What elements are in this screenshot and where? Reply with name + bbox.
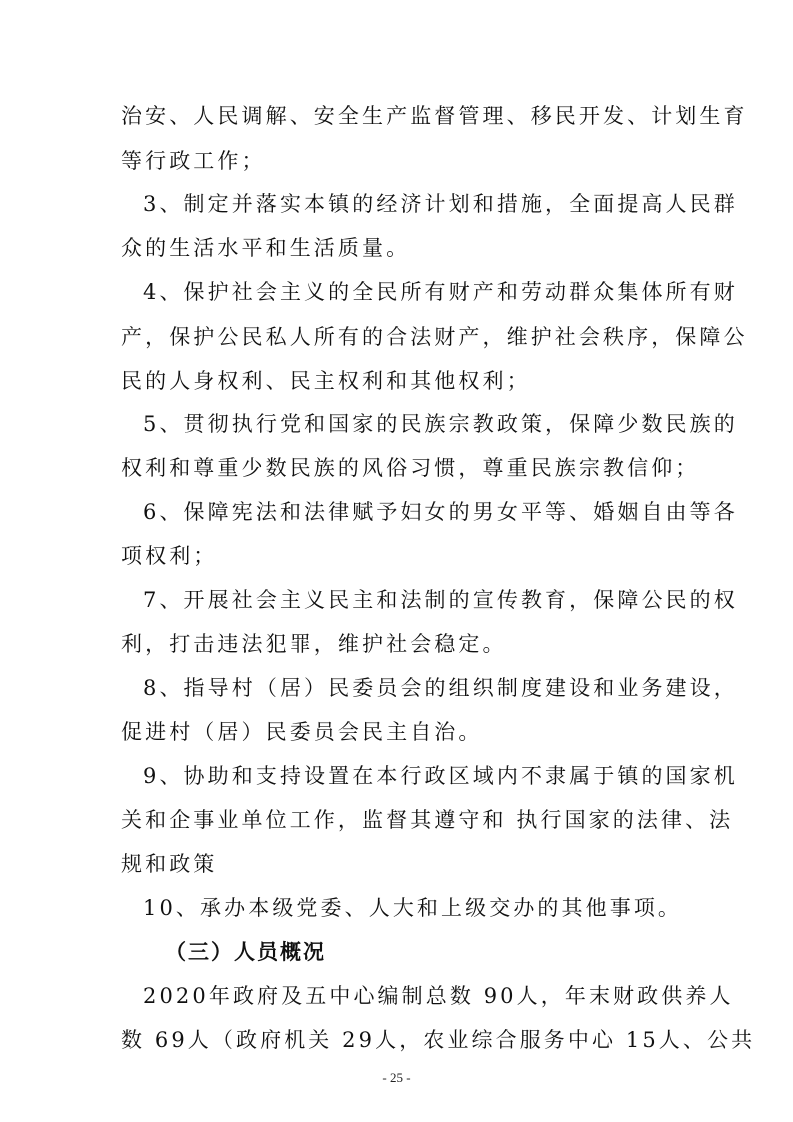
- body-line: 数 69人（政府机关 29人，农业综合服务中心 15人、公共: [121, 1028, 756, 1052]
- list-item-8: 8、指导村（居）民委员会的组织制度建设和业务建设，: [143, 676, 738, 700]
- list-item-3: 3、制定并落实本镇的经济计划和措施，全面提高人民群: [143, 192, 738, 216]
- list-item-7: 7、开展社会主义民主和法制的宣传教育，保障公民的权: [143, 588, 738, 612]
- section-heading: （三）人员概况: [165, 939, 326, 964]
- list-item-9: 9、协助和支持设置在本行政区域内不隶属于镇的国家机: [143, 764, 738, 788]
- body-line: 项权利；: [121, 544, 218, 568]
- page-number: - 25 -: [382, 1070, 411, 1085]
- body-line: 众的生活水平和生活质量。: [121, 236, 411, 260]
- body-line: 利，打击违法犯罪，维护社会稳定。: [121, 632, 507, 656]
- body-line: 促进村（居）民委员会民主自治。: [121, 720, 483, 744]
- body-line: 关和企事业单位工作，监督其遵守和 执行国家的法律、法: [121, 808, 734, 832]
- body-line: 等行政工作；: [121, 149, 266, 173]
- list-item-6: 6、保障宪法和法律赋予妇女的男女平等、婚姻自由等各: [143, 500, 738, 524]
- body-line: 2020年政府及五中心编制总数 90人，年末财政供养人: [143, 984, 734, 1008]
- list-item-10: 10、承办本级党委、人大和上级交办的其他事项。: [143, 896, 683, 920]
- body-line: 治安、人民调解、安全生产监督管理、移民开发、计划生育: [121, 104, 748, 128]
- body-line: 民的人身权利、民主权利和其他权利；: [121, 369, 531, 393]
- list-item-4: 4、保护社会主义的全民所有财产和劳动群众集体所有财: [143, 280, 738, 304]
- body-line: 规和政策: [121, 852, 218, 876]
- body-line: 产，保护公民私人所有的合法财产，维护社会秩序，保障公: [121, 325, 748, 349]
- list-item-5: 5、贯彻执行党和国家的民族宗教政策，保障少数民族的: [143, 412, 738, 436]
- body-line: 权利和尊重少数民族的风俗习惯，尊重民族宗教信仰；: [121, 456, 700, 480]
